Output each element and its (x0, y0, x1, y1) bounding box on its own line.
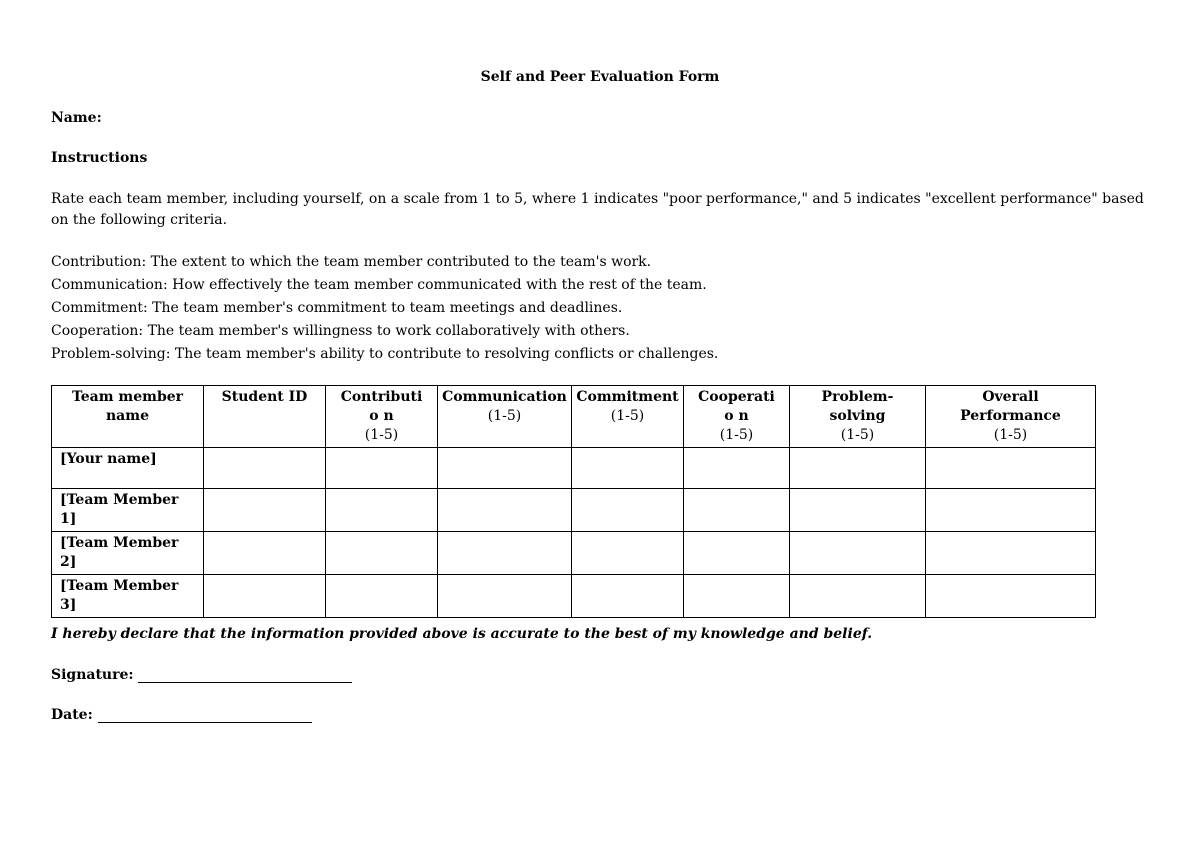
header-contribution: Contributio n (1-5) (326, 386, 438, 448)
student-id-cell[interactable] (204, 489, 326, 532)
problem-solving-cell[interactable] (790, 532, 926, 575)
row-name-cell: [Team Member 1] (52, 489, 204, 532)
table-row (52, 448, 1096, 489)
problem-solving-cell[interactable] (790, 489, 926, 532)
row-name-cell: [Team Member 3] (52, 575, 204, 618)
header-cooperation: Cooperatio n (1-5) (684, 386, 790, 448)
communication-cell[interactable] (438, 532, 572, 575)
signature-line[interactable] (138, 668, 352, 683)
commitment-cell[interactable] (572, 489, 684, 532)
criterion-commitment: Commitment: The team member's commitment to team meetings and deadlines. (51, 300, 623, 316)
evaluation-table (51, 385, 1096, 618)
header-commitment: Commitment (1-5) (572, 386, 684, 448)
table-row (52, 532, 1096, 575)
commitment-cell[interactable] (572, 532, 684, 575)
header-problem-solving: Problem-solving (1-5) (790, 386, 926, 448)
criterion-cooperation: Cooperation: The team member's willingness to work collaboratively with others. (51, 323, 630, 339)
date-label: Date: (51, 707, 93, 723)
overall-performance-cell[interactable] (926, 532, 1096, 575)
criterion-communication: Communication: How effectively the team member communicated with the rest of the team. (51, 277, 707, 293)
table-row (52, 489, 1096, 532)
criterion-contribution: Contribution: The extent to which the team member contributed to the team's work. (51, 254, 652, 270)
criterion-problem-solving: Problem-solving: The team member's ability to contribute to resolving conflicts or challenges. (51, 346, 719, 362)
name-field[interactable] (51, 110, 102, 126)
header-student-id: Student ID (204, 386, 326, 448)
contribution-cell[interactable] (326, 575, 438, 618)
criteria-list (51, 251, 718, 366)
table-row (52, 575, 1096, 618)
student-id-cell[interactable] (204, 575, 326, 618)
overall-performance-cell[interactable] (926, 575, 1096, 618)
problem-solving-cell[interactable] (790, 575, 926, 618)
cooperation-cell[interactable] (684, 532, 790, 575)
contribution-cell[interactable] (326, 532, 438, 575)
contribution-cell[interactable] (326, 448, 438, 489)
communication-cell[interactable] (438, 448, 572, 489)
cooperation-cell[interactable] (684, 448, 790, 489)
name-label: Name: (51, 110, 102, 126)
commitment-cell[interactable] (572, 575, 684, 618)
header-team-member-name: Team member name (52, 386, 204, 448)
contribution-cell[interactable] (326, 489, 438, 532)
student-id-cell[interactable] (204, 448, 326, 489)
table-header-row (52, 386, 1096, 448)
signature-row (51, 667, 352, 683)
date-row (51, 707, 312, 723)
communication-cell[interactable] (438, 575, 572, 618)
cooperation-cell[interactable] (684, 489, 790, 532)
commitment-cell[interactable] (572, 448, 684, 489)
student-id-cell[interactable] (204, 532, 326, 575)
overall-performance-cell[interactable] (926, 448, 1096, 489)
cooperation-cell[interactable] (684, 575, 790, 618)
overall-performance-cell[interactable] (926, 489, 1096, 532)
header-overall-performance: Overall Performance (1-5) (926, 386, 1096, 448)
row-name-cell: [Your name] (52, 448, 204, 489)
form-title: Self and Peer Evaluation Form (480, 69, 720, 85)
date-line[interactable] (98, 708, 312, 723)
instructions-text: Rate each team member, including yourself, on a scale from 1 to 5, where 1 indicates "poor performance," and 5 indicates "excellent performance" based on the following criteria. (51, 191, 1144, 228)
header-communication: Communication (1-5) (438, 386, 572, 448)
problem-solving-cell[interactable] (790, 448, 926, 489)
signature-label: Signature: (51, 667, 134, 683)
communication-cell[interactable] (438, 489, 572, 532)
row-name-cell: [Team Member 2] (52, 532, 204, 575)
declaration-text: I hereby declare that the information provided above is accurate to the best of my knowledge and belief. (51, 626, 873, 642)
instructions-heading: Instructions (51, 150, 148, 166)
